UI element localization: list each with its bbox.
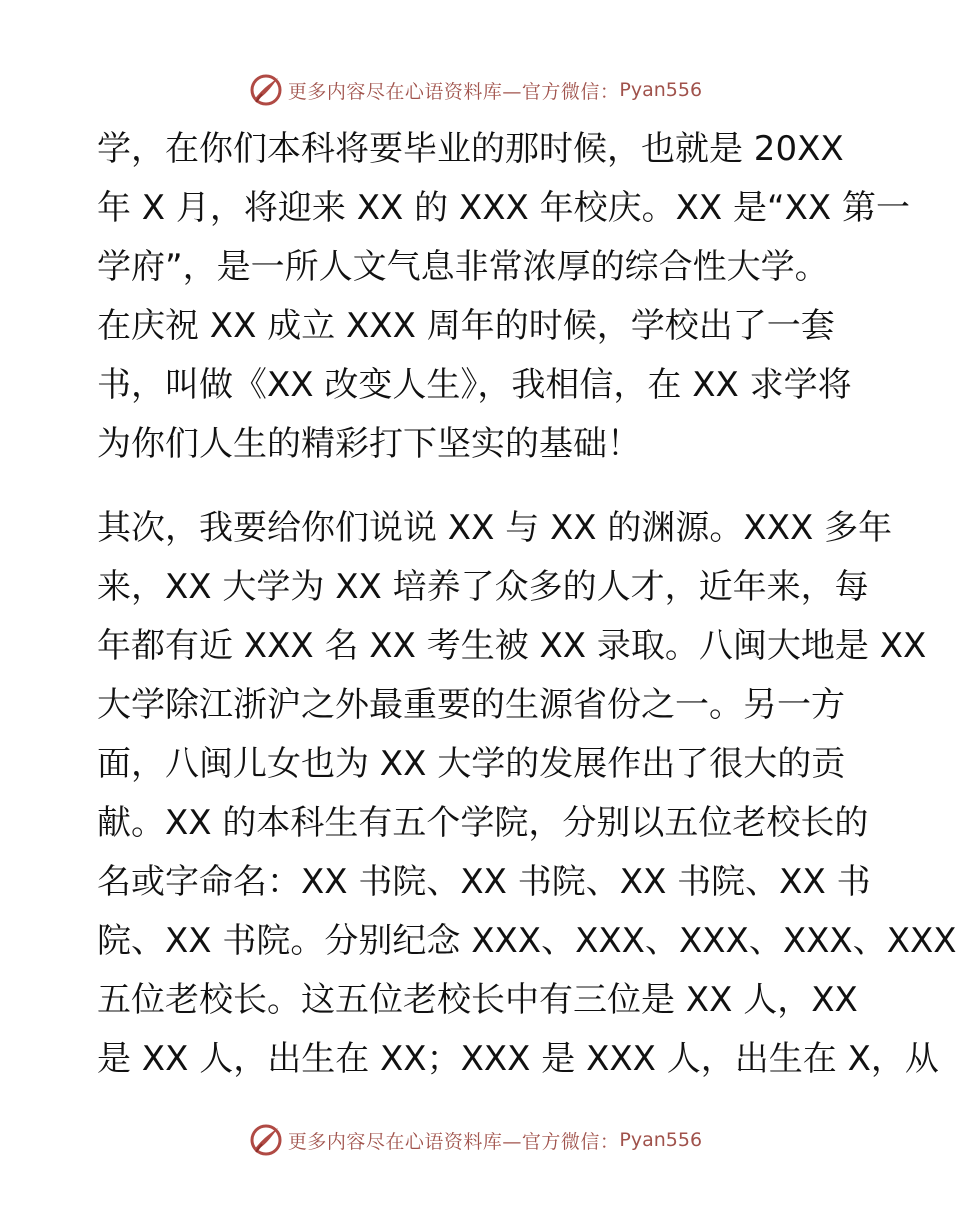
footer-watermark-text: 更多内容尽在心语资料库—官方微信： — [287, 1130, 620, 1153]
text-line: 书，叫做《XX 改变人生》，我相信，在 XX 求学将 — [97, 365, 852, 405]
document-body — [97, 120, 957, 1089]
paragraph-2 — [97, 499, 957, 1089]
footer-watermark-contact: Pyan556 — [619, 1129, 703, 1151]
text-line: 名或字命名：XX 书院、XX 书院、XX 书院、XX 书 — [97, 862, 871, 902]
quill-logo-icon — [248, 72, 284, 108]
text-line: 学府”，是一所人文气息非常浓厚的综合性大学。 — [97, 247, 829, 287]
text-line: 学，在你们本科将要毕业的那时候，也就是 20XX — [97, 129, 844, 169]
header-watermark — [0, 70, 950, 110]
text-line: 院、XX 书院。分别纪念 XXX、XXX、XXX、XXX、XXX — [97, 921, 957, 961]
text-line: 献。XX 的本科生有五个学院，分别以五位老校长的 — [97, 803, 869, 843]
text-line: 年 X 月，将迎来 XX 的 XXX 年校庆。XX 是“XX 第一 — [97, 188, 910, 228]
paragraph-1 — [97, 120, 910, 474]
paragraph-spacer — [97, 474, 857, 499]
text-line: 五位老校长。这五位老校长中有三位是 XX 人，XX — [97, 980, 858, 1020]
text-line: 大学除江浙沪之外最重要的生源省份之一。另一方 — [97, 685, 845, 725]
text-line: 为你们人生的精彩打下坚实的基础！ — [97, 424, 641, 464]
quill-logo-icon — [248, 1122, 284, 1158]
text-line: 是 XX 人，出生在 XX；XXX 是 XXX 人，出生在 X，从 — [97, 1039, 939, 1079]
text-line: 来，XX 大学为 XX 培养了众多的人才，近年来，每 — [97, 567, 869, 607]
header-watermark-contact: Pyan556 — [619, 79, 703, 101]
text-line: 面，八闽儿女也为 XX 大学的发展作出了很大的贡 — [97, 744, 846, 784]
text-line: 在庆祝 XX 成立 XXX 周年的时候，学校出了一套 — [97, 306, 835, 346]
text-line: 其次，我要给你们说说 XX 与 XX 的渊源。XXX 多年 — [97, 508, 893, 548]
text-line: 年都有近 XXX 名 XX 考生被 XX 录取。八闽大地是 XX — [97, 626, 927, 666]
footer-watermark — [0, 1120, 950, 1160]
header-watermark-text: 更多内容尽在心语资料库—官方微信： — [287, 80, 620, 103]
